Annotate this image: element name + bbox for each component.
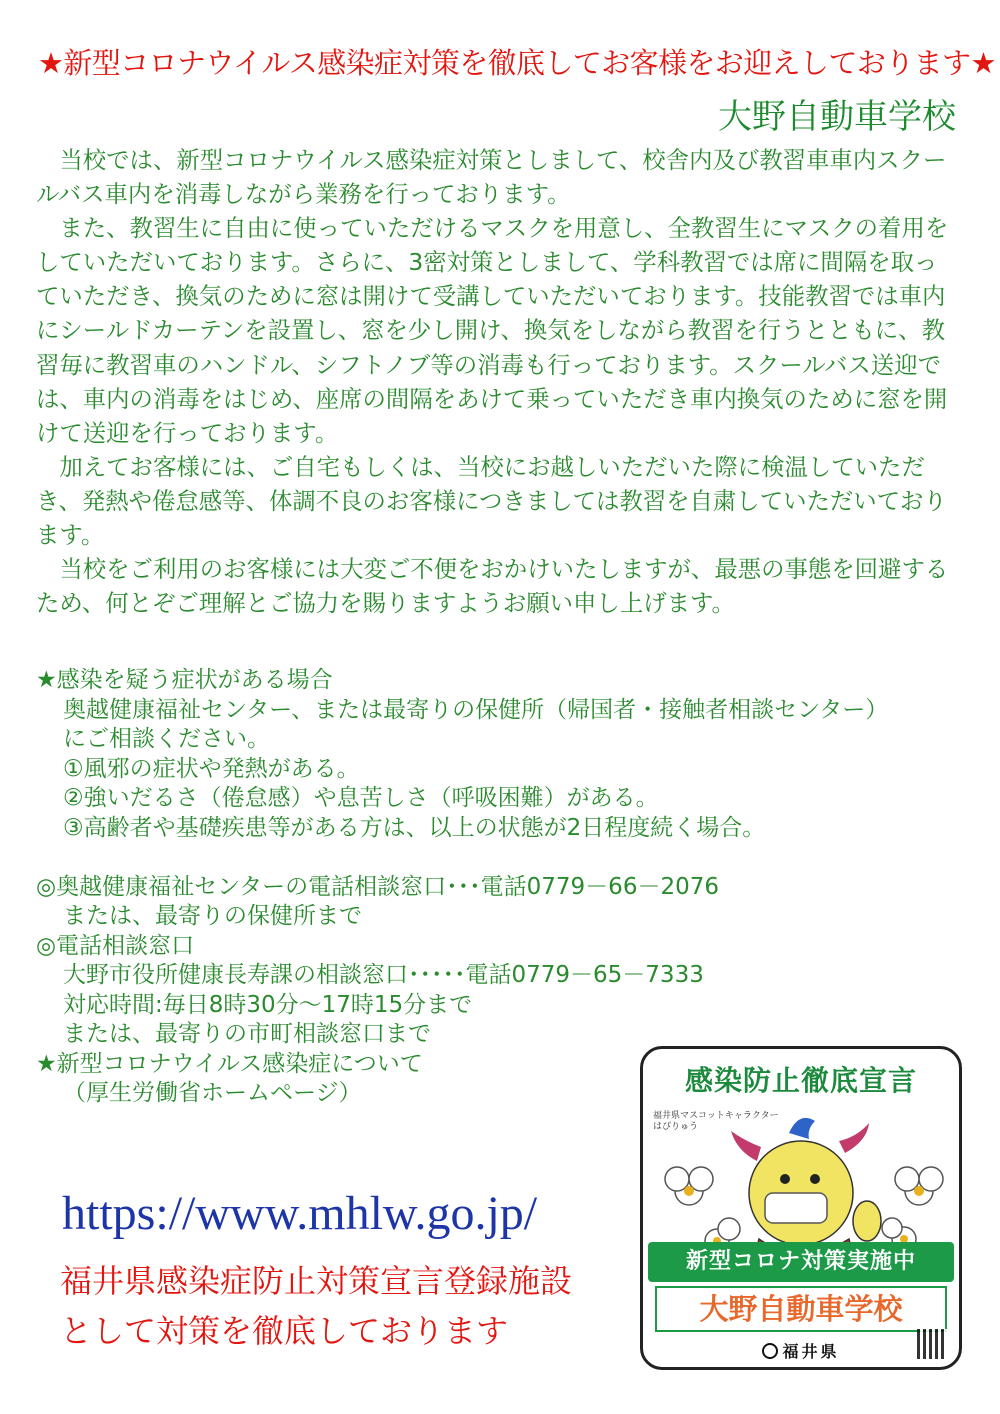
declaration bbox=[60, 1256, 572, 1356]
qr-code-icon bbox=[917, 1329, 947, 1359]
paragraph: 当校をご利用のお客様には大変ご不便をおかけいたしますが、最悪の事態を回避するため、何とぞご理解とご協力を賜りますようお願い申し上げます。 bbox=[36, 555, 949, 618]
symptoms-heading: ★感染を疑う症状がある場合 bbox=[36, 667, 333, 693]
badge-footer: 福井県 bbox=[643, 1339, 959, 1362]
badge-banner: 新型コロナ対策実施中 bbox=[648, 1242, 954, 1282]
symptoms-text: にご相談ください。 bbox=[63, 726, 270, 752]
spacer bbox=[36, 843, 888, 873]
prefecture-emblem-icon bbox=[762, 1343, 778, 1359]
flower-icon bbox=[895, 1167, 943, 1205]
paragraph: 当校では、新型コロナウイルス感染症対策としまして、校舎内及び教習車車内スクールバス車内を消毒しながら業務を行っております。 bbox=[36, 146, 947, 209]
mascot-caption: 福井県マスコットキャラクター はぴりゅう bbox=[653, 1111, 779, 1132]
mhlw-link[interactable]: https://www.mhlw.go.jp/ bbox=[62, 1187, 538, 1240]
mhlw-subheading: （厚生労働省ホームページ） bbox=[63, 1080, 362, 1106]
contact-text: または、最寄りの保健所まで bbox=[63, 903, 362, 929]
contact-center: ◎奥越健康福祉センターの電話相談窓口･･･電話0779－66－2076 bbox=[36, 873, 719, 900]
declaration-badge bbox=[640, 1046, 962, 1370]
declaration-line: 福井県感染症防止対策宣言登録施設 bbox=[60, 1262, 573, 1300]
paragraph: 加えてお客様には、ご自宅もしくは、当校にお越しいただいた際に検温していただき、発熱や倦怠感等、体調不良のお客様につきましては教習を自粛していただいております。 bbox=[36, 452, 947, 550]
badge-title: 感染防止徹底宣言 bbox=[684, 1064, 917, 1097]
page-title: ★新型コロナウイルス感染症対策を徹底してお客様をお迎えしております★ bbox=[38, 46, 996, 80]
symptom-item: ③高齢者や基礎疾患等がある方は、以上の状態が2日程度続く場合。 bbox=[63, 814, 766, 841]
paragraph: また、教習生に自由に使っていただけるマスクを用意し、全教習生にマスクの着用をしていただいております。さらに、3密対策としまして、学科教習では席に間隔を取っていただき、換気のために窓は開けて受講していただいております。技能教習では車内にシールドカーテンを設置し、窓を少し開け、換気をしながら教習を行うとともに、教習毎に教習車のハンドル、シフトノブ等の消毒も行っております。スクールバス送迎では、車内の消毒をはじめ、座席の間隔をあけて乗っていただき車内換気のために窓を開けて送迎を行っております。 bbox=[36, 214, 949, 447]
declaration-line: として対策を徹底しております bbox=[60, 1312, 509, 1350]
symptom-item: ①風邪の症状や発熱がある。 bbox=[63, 755, 360, 782]
mhlw-heading: ★新型コロナウイルス感染症について bbox=[36, 1050, 423, 1077]
info-section bbox=[36, 666, 888, 1109]
contact-hours: 対応時間:毎日8時30分～17時15分まで bbox=[63, 991, 473, 1018]
flower-icon bbox=[665, 1167, 713, 1205]
contact-city: 大野市役所健康長寿課の相談窓口･････電話0779－65－7333 bbox=[63, 962, 704, 988]
contact-heading: ◎電話相談窓口 bbox=[36, 932, 195, 959]
symptom-item: ②強いだるさ（倦怠感）や息苦しさ（呼吸困難）がある。 bbox=[63, 785, 659, 811]
contact-text: または、最寄りの市町相談窓口まで bbox=[63, 1021, 431, 1047]
badge-school-name: 大野自動車学校 bbox=[655, 1286, 947, 1332]
notice-body bbox=[36, 143, 960, 620]
symptoms-text: 奥越健康福祉センター、または最寄りの保健所（帰国者・接触者相談センター） bbox=[63, 696, 889, 723]
school-name: 大野自動車学校 bbox=[718, 97, 956, 137]
